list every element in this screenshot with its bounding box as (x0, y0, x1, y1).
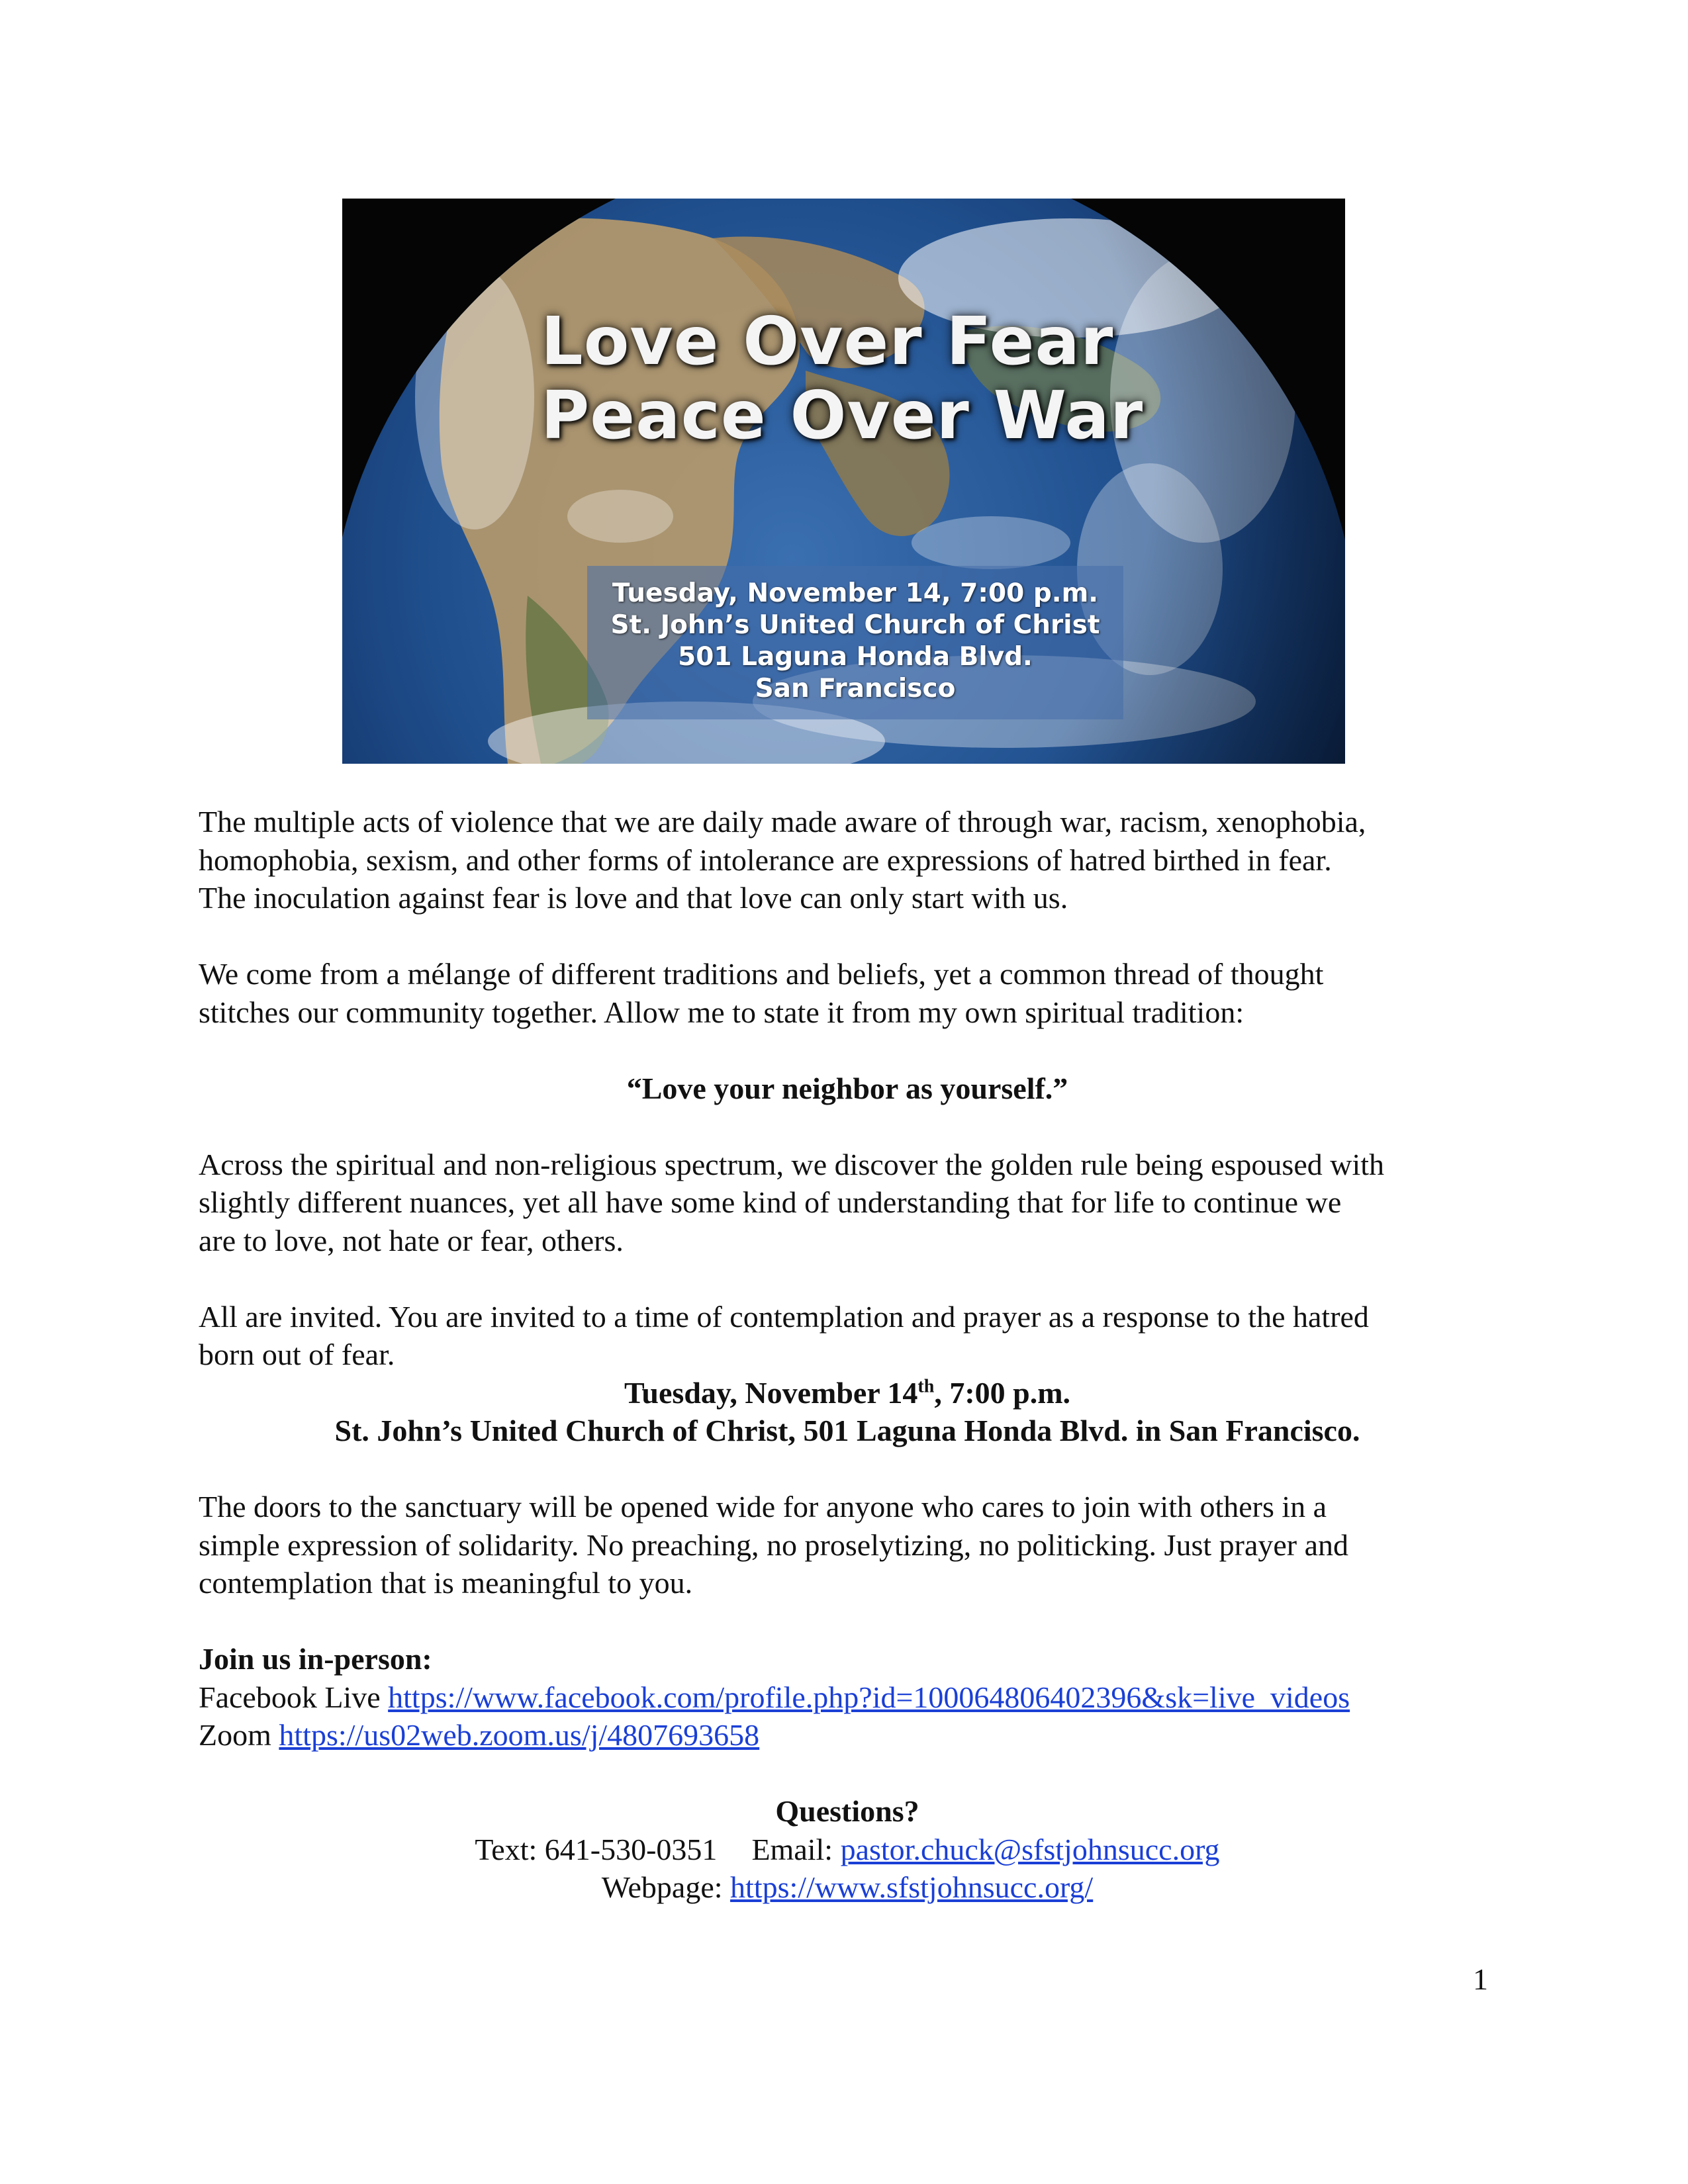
banner-event-info (587, 566, 1123, 719)
banner-image (342, 199, 1345, 764)
join-heading: Join us in-person: (199, 1642, 432, 1676)
event-date-text: Tuesday, November 14 (624, 1375, 918, 1410)
questions-heading: Questions? (775, 1794, 919, 1828)
event-date-ordinal: th (917, 1376, 935, 1397)
email-link[interactable]: pastor.chuck@sfstjohnsucc.org (840, 1832, 1220, 1866)
banner-info-line: San Francisco (755, 674, 956, 704)
paragraph-line: All are invited. You are invited to a time of contemplation and prayer as a response to the hatred (199, 1299, 1369, 1334)
contact-line (199, 1831, 1496, 1869)
facebook-line (199, 1678, 1496, 1717)
paragraph-line: Across the spiritual and non-religious spectrum, we discover the golden rule being espoused with (199, 1147, 1385, 1181)
paragraph-line: The inoculation against fear is love and that love can only start with us. (199, 881, 1068, 915)
banner-info-line: 501 Laguna Honda Blvd. (678, 642, 1033, 672)
webpage-link[interactable]: https://www.sfstjohnsucc.org/ (730, 1870, 1094, 1904)
quote: “Love your neighbor as yourself.” (626, 1071, 1068, 1105)
banner-info-line: St. John’s United Church of Christ (610, 610, 1100, 640)
webpage-line (199, 1868, 1496, 1907)
banner-title (541, 304, 1269, 453)
facebook-live-link[interactable]: https://www.facebook.com/profile.php?id=100064806402396&sk=live_videos (388, 1680, 1350, 1714)
zoom-link[interactable]: https://us02web.zoom.us/j/4807693658 (279, 1718, 760, 1752)
document-body (199, 803, 1496, 1907)
paragraph-line: homophobia, sexism, and other forms of intolerance are expressions of hatred birthed in fear. (199, 842, 1332, 877)
event-date (199, 1374, 1496, 1412)
paragraph-line: are to love, not hate or fear, others. (199, 1223, 624, 1257)
paragraph-line: stitches our community together. Allow me to state it from my own spiritual tradition: (199, 995, 1244, 1029)
webpage-label: Webpage: (601, 1870, 731, 1904)
banner-title-line: Peace Over War (541, 377, 1144, 454)
paragraph-line: We come from a mélange of different traditions and beliefs, yet a common thread of thought (199, 957, 1324, 991)
zoom-label: Zoom (199, 1718, 279, 1752)
facebook-label: Facebook Live (199, 1680, 389, 1714)
email-label: Email: (751, 1832, 841, 1866)
zoom-line (199, 1716, 1496, 1754)
page-number: 1 (1473, 1962, 1488, 1996)
paragraph-line: The multiple acts of violence that we are daily made aware of through war, racism, xenophobia, (199, 805, 1366, 839)
paragraph-line: slightly different nuances, yet all have some kind of understanding that for life to continue we (199, 1185, 1342, 1219)
paragraph-line: The doors to the sanctuary will be opened wide for anyone who cares to join with others in a (199, 1490, 1327, 1524)
paragraph-line: born out of fear. (199, 1338, 395, 1371)
paragraph-line: contemplation that is meaningful to you. (199, 1566, 693, 1600)
paragraph-line: simple expression of solidarity. No preaching, no proselytizing, no politicking. Just prayer and (199, 1527, 1349, 1562)
event-time-text: , 7:00 p.m. (934, 1375, 1071, 1410)
banner-info-line: Tuesday, November 14, 7:00 p.m. (612, 578, 1099, 608)
banner-title-line: Love Over Fear (541, 302, 1114, 380)
event-location: St. John’s United Church of Christ, 501 Laguna Honda Blvd. in San Francisco. (334, 1414, 1360, 1447)
text-phone: Text: 641-530-0351 (475, 1832, 718, 1866)
